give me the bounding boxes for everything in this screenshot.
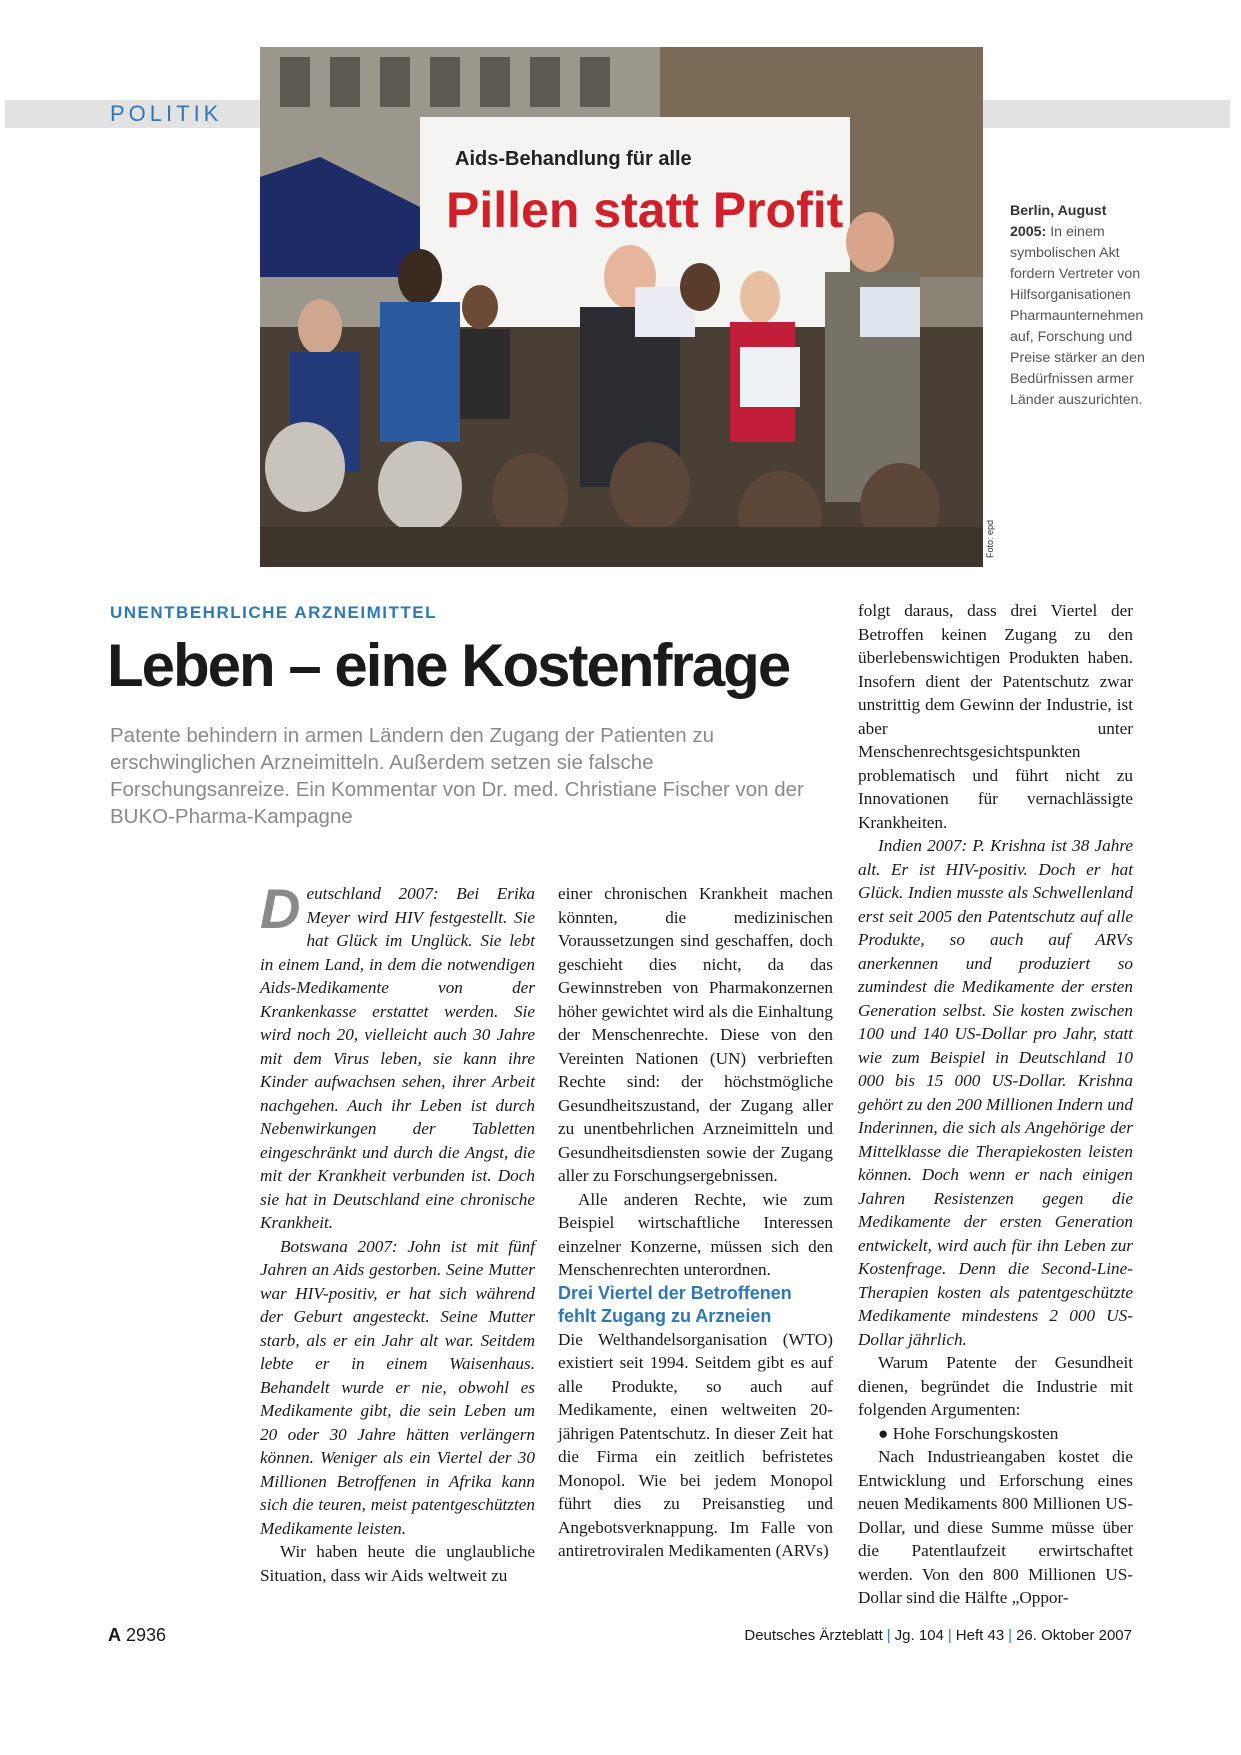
caption-text: In einem symbolischen Akt fordern Vertreter von Hilfsorganisationen Pharmaunternehmen auf, Forschung und Preise stärker an den Bedürfnissen armer Länder auszurichten. [1010, 224, 1145, 408]
photo-caption [1010, 201, 1145, 411]
paragraph-wto: Die Welthandelsorganisation (WTO) existiert seit 1994. Seitdem gibt es auf alle Produkte, so auch auf Medikamente, einen weltweiten 20-jährigen Patentschutz. In dieser Zeit hat die Firma ein zeitlich befristetes Monopol. Wie bei jedem Monopol führt dies zu Preisanstieg und Angebotsverknappung. Im Falle von antiretroviralen Medikamenten (ARVs) [558, 1329, 833, 1560]
separator: | [886, 1627, 891, 1644]
photo-credit: Foto: epd [985, 519, 995, 558]
bullet-dot-icon: ● [878, 1423, 889, 1443]
section-label: POLITIK [110, 101, 223, 126]
paragraph-research-costs: Nach Industrieangaben kostet die Entwicklung und Erforschung eines neuen Medikaments 800 Millionen US-Dollar, und diese Summe müsse über die Patentlaufzeit erwirtschaftet werden. Von den 800 Millionen US-Dollar sind die Hälfte „Oppor- [858, 1447, 1133, 1607]
page-number-value: 2936 [126, 1625, 167, 1645]
paragraph-botswana: Botswana 2007: John ist mit fünf Jahren an Aids gestorben. Seine Mutter war HIV-positiv, er hat sich während der Geburt angesteckt. Seine Mutter starb, als er ein Jahr alt war. Seitdem lebte er in einem Waisenhaus. Behandelt wurde er nie, obwohl es Medikamente gibt, die sein Leben um 20 oder 30 Jahre hätten verlängern können. Weniger als ein Viertel der 30 Millionen Betroffenen in Afrika kann sich die teuren, meist patentgeschützten Medikamente leisten. [260, 1236, 535, 1538]
article-headline: Leben – eine Kostenfrage [107, 632, 790, 699]
article-lead: Patente behindern in armen Ländern den Zugang der Patienten zu erschwinglichen Arzneimitteln. Außerdem setzen sie falsche Forschungsanreize. Ein Kommentar von Dr. med. Christiane Fischer von der BUKO-Pharma-Kampagne [110, 724, 804, 828]
journal-date: 26. Oktober 2007 [1016, 1627, 1132, 1644]
journal-issue: Heft 43 [955, 1627, 1005, 1644]
article-photo [260, 47, 983, 567]
paragraph-situation: Wir haben heute die unglaubliche Situation, dass wir Aids weltweit zu [260, 1542, 535, 1585]
journal-name: Deutsches Ärzteblatt [744, 1627, 883, 1644]
banner-line1: Aids-Behandlung für alle [455, 148, 692, 170]
bullet-item [858, 1422, 1133, 1446]
section-bar-right [983, 100, 1230, 128]
article-subhead: Drei Viertel der Betroffenen fehlt Zugang zu Arzneien [558, 1282, 792, 1326]
separator: | [947, 1627, 952, 1644]
text-column-3 [858, 599, 1133, 1610]
paragraph-germany: eutschland 2007: Bei Erika Meyer wird HIV festgestellt. Sie hat Glück im Unglück. Sie lebt in einem Land, in dem die notwendigen Aids-Medikamente von der Krankenkasse erstattet werden. Sie wird noch 20, vielleicht auch 30 Jahre mit dem Virus leben, sie kann ihre Kinder aufwachsen sehen, ihrer Arbeit nachgehen. Auch ihr Leben ist durch Nebenwirkungen der Tabletten eingeschränkt und durch die Angst, die mit der Krankheit verbunden ist. Doch sie hat in Deutschland eine chronische Krankheit. [260, 884, 535, 1232]
text-column-1 [260, 877, 535, 1587]
text-column-2 [558, 882, 833, 1563]
caption-place-date: Berlin, August 2005: [1010, 203, 1107, 240]
journal-info [744, 1627, 1132, 1644]
article-kicker: UNENTBEHRLICHE ARZNEIMITTEL [110, 603, 437, 622]
paragraph-arguments: Warum Patente der Gesundheit dienen, begründet die Industrie mit folgenden Argumenten: [858, 1353, 1133, 1419]
page-prefix: A [108, 1625, 121, 1645]
banner-line2: Pillen statt Profit [446, 182, 844, 238]
drop-cap: D [260, 877, 301, 940]
page-number [108, 1625, 166, 1646]
paragraph-india: Indien 2007: P. Krishna ist 38 Jahre alt. Er ist HIV-positiv. Doch er hat Glück. Indien musste als Schwellenland erst seit 2005 den Patentschutz auf alle Produkte, so auch auf ARVs anerkennen und produziert so zumindest die Medikamente der ersten Generation selbst. Sie kosten zwischen 100 und 140 US-Dollar pro Jahr, statt wie zum Beispiel in Deutschland 10 000 bis 15 000 US-Dollar. Krishna gehört zu den 200 Millionen Indern und Inderinnen, die sich als Angehörige der Mittelklasse die Therapiekosten leisten können. Doch wenn er nach einigen Jahren Resistenzen gegen die Medikamente der ersten Generation entwickelt, wird auch für ihn Leben zur Kostenfrage. Denn die Second-Line-Therapien kosten als patentgeschützte Medikamente mindestens 2 000 US-Dollar jährlich. [858, 836, 1133, 1349]
paragraph-human-rights: einer chronischen Krankheit machen könnten, die medizinischen Voraussetzungen sind geschaffen, doch geschieht dies nicht, da das Gewinnstreben von Pharmakonzernen höher gewichtet wird als die Einhaltung der Menschenrechte. Diese von den Vereinten Nationen (UN) verbrieften Rechte sind: der höchstmögliche Gesundheitszustand, der Zugang aller zu unentbehrlichen Arzneimitteln und Gesundheitsdiensten sowie der Zugang aller zu Forschungsergebnissen. [558, 884, 833, 1185]
journal-volume: Jg. 104 [894, 1627, 944, 1644]
paragraph-consequence: folgt daraus, dass drei Viertel der Betroffen keinen Zugang zu den überlebenswichtigen Produkten haben. Insofern dient der Patentschutz zwar unstrittig dem Gewinn der Industrie, ist aber unter Menschenrechtsgesichtspunkten problematisch und führt nicht zu Innovationen für vernachlässigte Krankheiten. [858, 601, 1133, 832]
bullet-text: Hohe Forschungskosten [892, 1423, 1059, 1443]
paragraph-other-rights: Alle anderen Rechte, wie zum Beispiel wirtschaftliche Interessen einzelner Konzerne, müssen sich den Menschenrechten unterordnen. [558, 1189, 833, 1279]
separator: | [1008, 1627, 1013, 1644]
